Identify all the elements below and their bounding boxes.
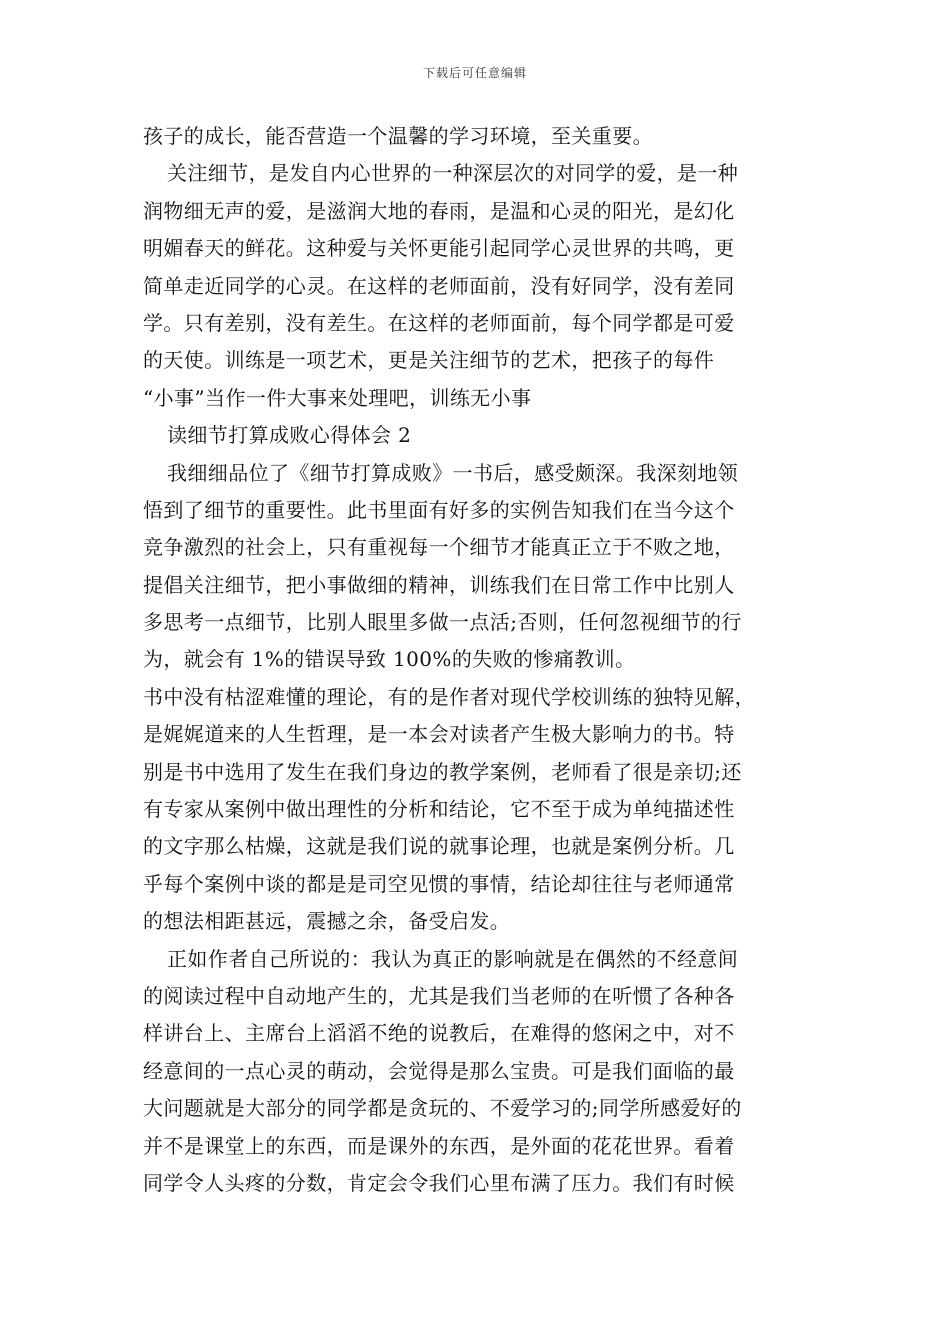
text-line: 经意间的一点心灵的萌动，会觉得是那么宝贵。可是我们面临的最: [143, 1058, 735, 1083]
text-line: 明媚春天的鲜花。这种爱与关怀更能引起同学心灵世界的共鸣，更: [143, 236, 735, 261]
text-line: 悟到了细节的重要性。此书里面有好多的实例告知我们在当今这个: [143, 497, 735, 522]
text-line: 竞争激烈的社会上，只有重视每一个细节才能真正立于不败之地，: [143, 535, 735, 560]
text-line: 是娓娓道来的人生哲理，是一本会对读者产生极大影响力的书。特: [143, 722, 735, 747]
text-line: 多思考一点细节，比别人眼里多做一点活;否则，任何忽视细节的行: [143, 610, 742, 635]
text-line: 并不是课堂上的东西，而是课外的东西，是外面的花花世界。看着: [143, 1133, 735, 1158]
text-line: 样讲台上、主席台上滔滔不绝的说教后，在难得的悠闲之中，对不: [143, 1021, 735, 1046]
text-line: 为，就会有 1%的错误导致 100%的失败的惨痛教训。: [143, 647, 636, 672]
text-line: 的文字那么枯燥，这就是我们说的就事论理，也就是案例分析。几: [143, 834, 735, 859]
text-line: 大问题就是大部分的同学都是贪玩的、不爱学习的;同学所感爱好的: [143, 1096, 742, 1121]
text-line: “小事”当作一件大事来处理吧，训练无小事: [143, 385, 532, 410]
text-line: 的天使。训练是一项艺术，更是关注细节的艺术，把孩子的每件: [143, 348, 715, 373]
text-line: 正如作者自己所说的：我认为真正的影响就是在偶然的不经意间: [167, 946, 739, 971]
text-line: 我细细品位了《细节打算成败》一书后，感受颇深。我深刻地领: [167, 460, 739, 485]
text-line: 关注细节，是发自内心世界的一种深层次的对同学的爱，是一种: [167, 161, 739, 186]
text-line: 乎每个案例中谈的都是是司空见惯的事情，结论却往往与老师通常: [143, 871, 735, 896]
text-line: 简单走近同学的心灵。在这样的老师面前，没有好同学，没有差同: [143, 273, 735, 298]
text-line: 学。只有差别，没有差生。在这样的老师面前，每个同学都是可爱: [143, 310, 735, 335]
text-line: 的阅读过程中自动地产生的，尤其是我们当老师的在听惯了各种各: [143, 983, 735, 1008]
text-line: 提倡关注细节，把小事做细的精神，训练我们在日常工作中比别人: [143, 572, 735, 597]
document-body: [143, 118, 813, 1202]
text-line: 别是书中选用了发生在我们身边的教学案例，老师看了很是亲切;还: [143, 759, 742, 784]
text-line: 同学令人头疼的分数，肯定会令我们心里布满了压力。我们有时候: [143, 1170, 735, 1195]
text-line: 润物细无声的爱，是滋润大地的春雨，是温和心灵的阳光，是幻化: [143, 198, 735, 223]
text-line: 有专家从案例中做出理性的分析和结论，它不至于成为单纯描述性: [143, 797, 735, 822]
text-line: 书中没有枯涩难懂的理论，有的是作者对现代学校训练的独特见解，: [143, 684, 755, 709]
text-line: 读细节打算成败心得体会 2: [167, 423, 412, 448]
page-header: 下载后可任意编辑: [422, 66, 527, 80]
text-line: 的想法相距甚远，震撼之余，备受启发。: [143, 909, 511, 934]
text-line: 孩子的成长，能否营造一个温馨的学习环境，至关重要。: [143, 124, 653, 148]
